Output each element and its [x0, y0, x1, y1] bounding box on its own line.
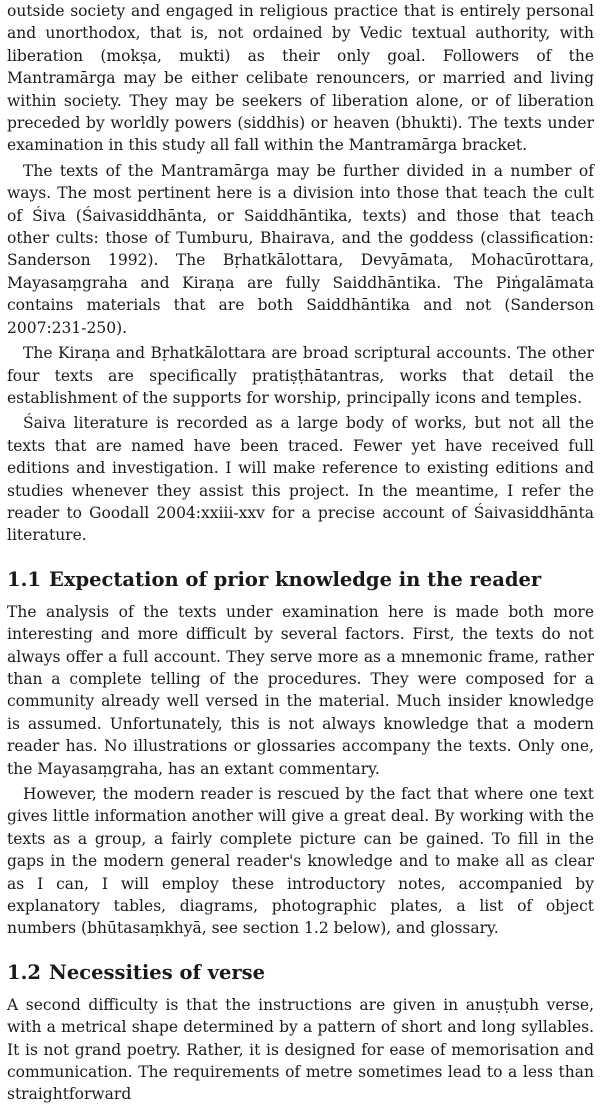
section-number: 1.1	[7, 567, 41, 591]
section-heading	[7, 567, 594, 593]
paragraph: The Kiraṇa and Bṛhatkālottara are broad scriptural accounts. The other four texts are specifically pratiṣṭhātantras, works that detail the establishment of the supports for worship, principally icons and temples.	[7, 344, 594, 407]
section-heading	[7, 960, 594, 986]
paragraph: The texts of the Mantramārga may be further divided in a number of ways. The most pertinent here is a division into those that teach the cult of Śiva (Śaivasiddhānta, or Saiddhāntika, texts) and those that teach other cults: those of Tumburu, Bhairava, and the goddess (classification: Sanderson 1992). The Bṛhatkālottara, Devyāmata, Mohacūrottara, Mayasaṃgraha and Kiraṇa are fully Saiddhāntika. The Piṅgalāmata contains materials that are both Saiddhāntika and not (Sanderson 2007:231-250).	[7, 161, 594, 337]
paragraph: outside society and engaged in religious practice that is entirely personal and unorthodox, that is, not ordained by Vedic textual authority, with liberation (mokṣa, mukti) as their only goal. Followers of the Mantramārga may be either celibate renouncers, or married and living within society. They may be seekers of liberation alone, or of liberation preceded by worldly powers (siddhis) or heaven (bhukti). The texts under examination in this study all fall within the Mantramārga bracket.	[7, 2, 594, 155]
section-title: Expectation of prior knowledge in the reader	[49, 567, 542, 591]
section-number: 1.2	[7, 960, 41, 984]
paragraph: However, the modern reader is rescued by the fact that where one text gives little information another will give a great deal. By working with the texts as a group, a fairly complete picture can be gained. To fill in the gaps in the modern general reader's knowledge and to make all as clear as I can, I will employ these introductory notes, accompanied by explanatory tables, diagrams, photographic plates, a list of object numbers (bhūtasaṃkhyā, see section 1.2 below), and glossary.	[7, 785, 594, 938]
paragraph: Śaiva literature is recorded as a large body of works, but not all the texts that are named have been traced. Fewer yet have received full editions and investigation. I will make reference to existing editions and studies whenever they assist this project. In the meantime, I refer the reader to Goodall 2004:xxiii-xxv for a precise account of Śaivasiddhānta literature.	[7, 414, 594, 545]
paragraph: A second difficulty is that the instructions are given in anuṣṭubh verse, with a metrical shape determined by a pattern of short and long syllables. It is not grand poetry. Rather, it is designed for ease of memorisation and communication. The requirements of metre sometimes lead to a less than straightforward	[7, 995, 594, 1104]
paragraph: The analysis of the texts under examination here is made both more interesting and more difficult by several factors. First, the texts do not always offer a full account. They serve more as a mnemonic frame, rather than a complete telling of the procedures. They were composed for a community already well versed in the material. Much insider knowledge is assumed. Unfortunately, this is not always knowledge that a modern reader has. No illustrations or glossaries accompany the texts. Only one, the Mayasaṃgraha, has an extant commentary.	[7, 602, 594, 778]
section-title: Necessities of verse	[49, 960, 266, 984]
